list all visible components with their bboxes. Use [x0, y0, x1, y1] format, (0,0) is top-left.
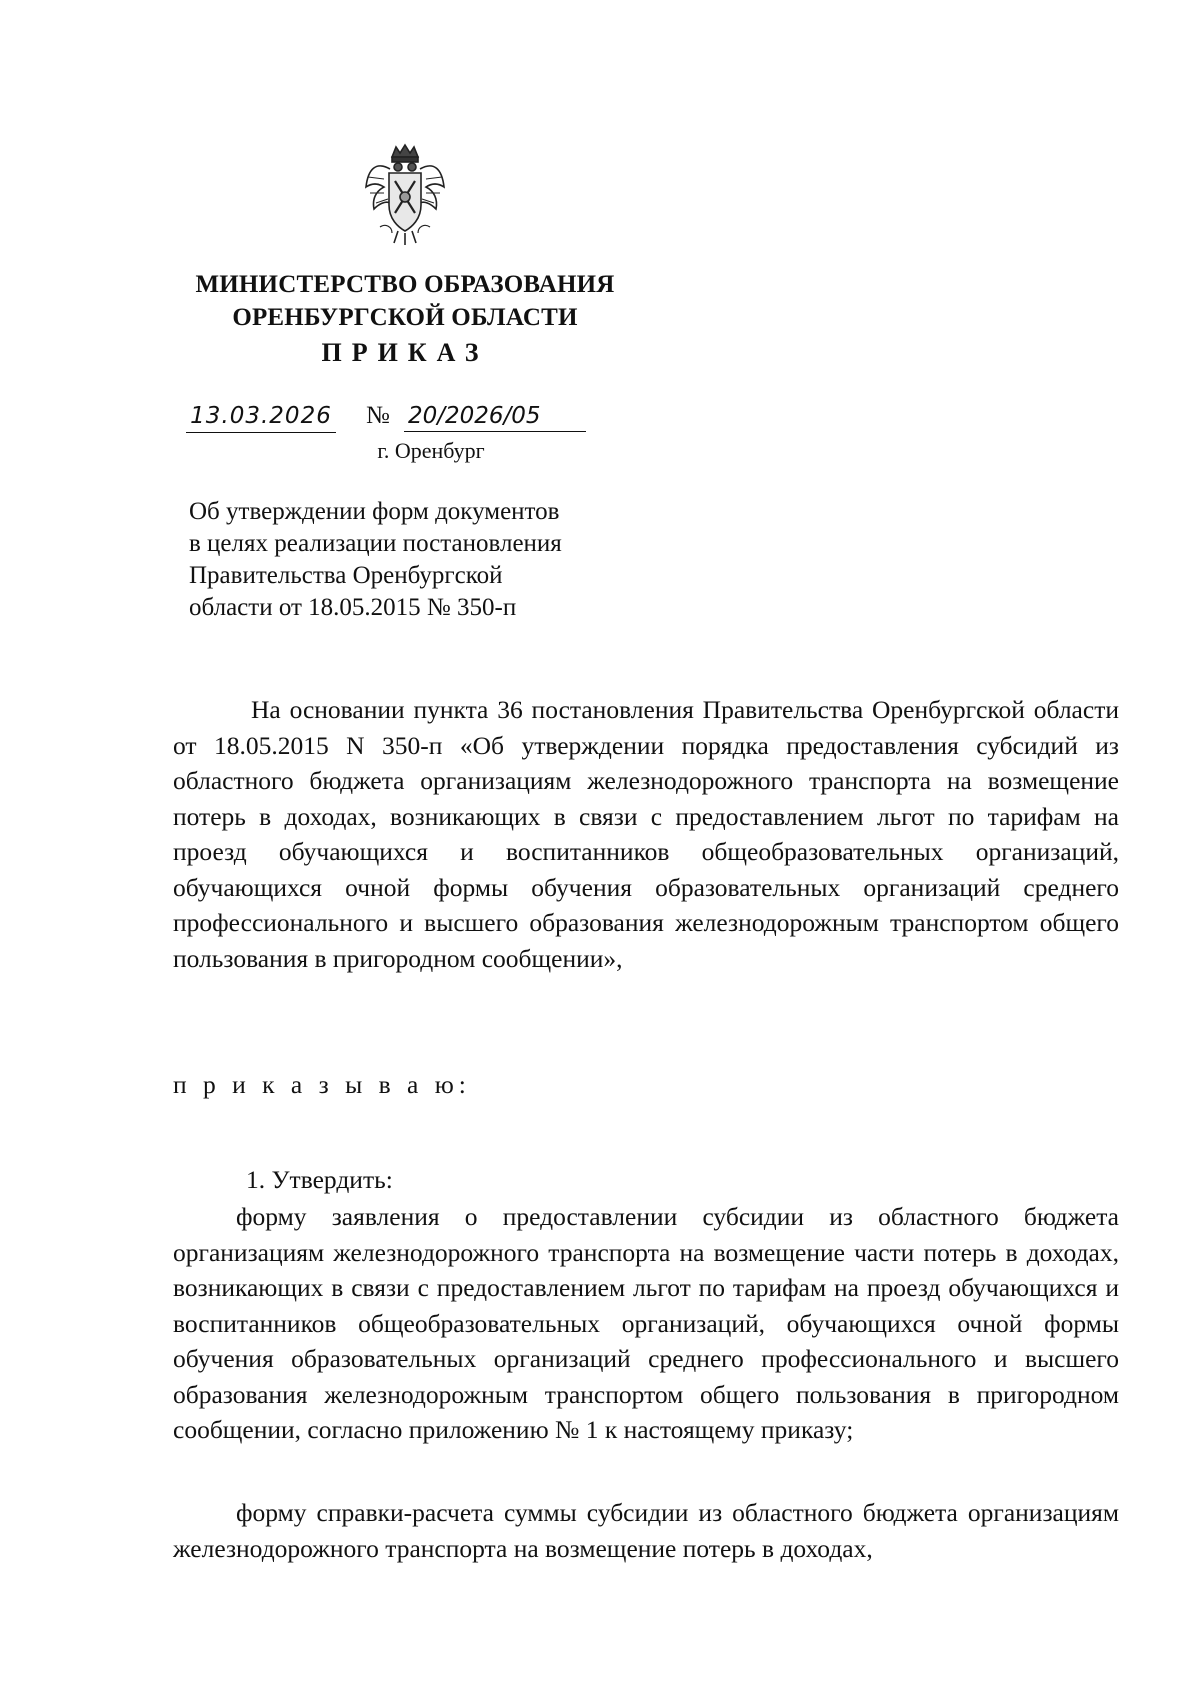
item-1-form-1-paragraph: форму заявления о предоставлении субсидии из областного бюджета организациям железнодорожного транспорта на возмещение части потерь в доходах, возникающих в связи с предоставлением льгот по тарифам на проезд обучающихся и воспитанников общеобразовательных организаций, обучающихся очной формы обучения образовательных организаций среднего профессионального и высшего образования железнодорожным транспортом общего пользования в пригородном сообщении, согласно приложению № 1 к настоящему приказу;	[173, 1202, 1119, 1444]
preamble-paragraph: На основании пункта 36 постановления Правительства Оренбургской области от 18.05.2015 N 350-п «Об утверждении порядка предоставления субсидий из областного бюджета организациям железнодорожного транспорта на возмещение потерь в доходах, возникающих в связи с предоставлением льгот по тарифам на проезд обучающихся и воспитанников общеобразовательных организаций, обучающихся очной формы обучения образовательных организаций среднего профессионального и высшего образования железнодорожным транспортом общего пользования в пригородном сообщении»,	[173, 695, 1119, 973]
subject-line: области от 18.05.2015 № 350-п	[189, 594, 517, 621]
order-word: п р и к а з ы в а ю:	[173, 1070, 471, 1099]
subject-line: в целях реализации постановления	[189, 530, 562, 557]
item-1-heading: 1. Утвердить:	[246, 1165, 393, 1194]
date-number-line	[186, 400, 606, 434]
number-sign: №	[366, 402, 390, 429]
document-number: 20/2026/05	[404, 400, 586, 432]
coat-of-arms-emblem	[362, 143, 448, 247]
item-1-form-2-paragraph: форму справки-расчета суммы субсидии из областного бюджета организациям железнодорожного транспорта на возмещение потерь в доходах,	[173, 1498, 1119, 1563]
ministry-name	[160, 268, 650, 334]
document-city: г. Оренбург	[377, 438, 485, 463]
document-type-title: ПРИКАЗ	[321, 338, 489, 367]
subject-line: Правительства Оренбургской	[189, 562, 503, 589]
ministry-name-line1: МИНИСТЕРСТВО ОБРАЗОВАНИЯ	[195, 271, 615, 298]
ministry-name-line2: ОРЕНБУРГСКОЙ ОБЛАСТИ	[232, 304, 578, 331]
subject-line: Об утверждении форм документов	[189, 498, 560, 525]
document-subject	[189, 496, 649, 624]
document-date: 13.03.2026	[186, 400, 336, 433]
